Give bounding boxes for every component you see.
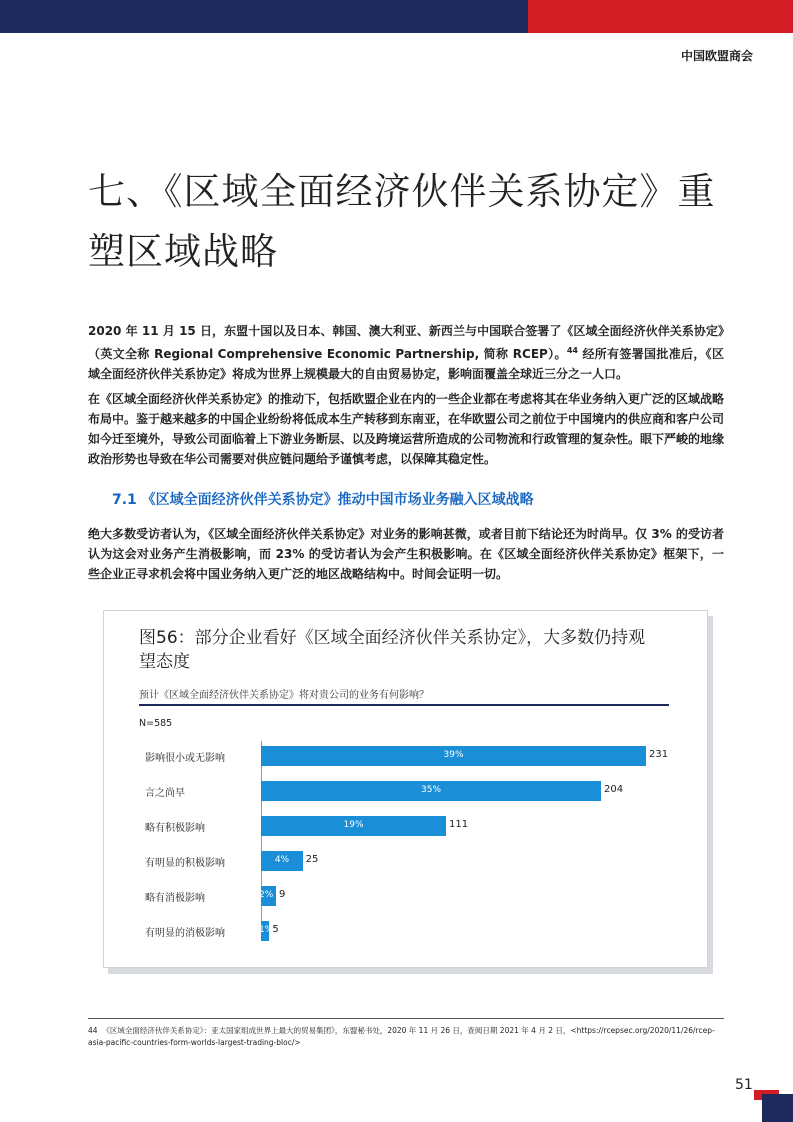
chart-value-label: 111 <box>449 819 469 830</box>
chart-percent-label: 1% <box>259 925 274 935</box>
chart-figure-56 <box>103 610 708 968</box>
header-band-navy <box>0 0 528 33</box>
footnote-number: 44 <box>88 1026 98 1035</box>
chart-value-label: 9 <box>279 889 286 900</box>
paragraph-rcep-signing-text: 2020 年 11 月 15 日，东盟十国以及日本、韩国、澳大利亚、新西兰与中国联合签署了《区域全面经济伙伴关系协定》（英文全称 Regional Comprehensive Economic Partnership, 简称 RCEP）。 <box>88 324 724 361</box>
section-title: 七、《区域全面经济伙伴关系协定》重塑区域战略 <box>88 170 716 273</box>
chart-category-label: 略有消极影响 <box>145 893 205 904</box>
chart-percent-label: 2% <box>259 890 274 900</box>
chart-percent-label: 19% <box>343 820 364 830</box>
chart-value-label: 231 <box>649 749 669 760</box>
subsection-heading: 7.1 《区域全面经济伙伴关系协定》推动中国市场业务融入区域战略 <box>112 492 534 508</box>
chart-value-label: 5 <box>272 924 279 935</box>
paragraph-rcep-signing-tail: 经所有签署国批准后，《区域全面经济伙伴关系协定》将成为世界上规模最大的自由贸易协定，影响面覆盖全球近三分之一人口。 <box>88 347 724 381</box>
organization-name: 中国欧盟商会 <box>680 49 753 63</box>
chart-value-label: 204 <box>604 784 624 795</box>
chart-question: 预计《区域全面经济伙伴关系协定》将对贵公司的业务有何影响？ <box>139 690 429 701</box>
chart-category-label: 略有积极影响 <box>145 823 205 834</box>
chart-category-label: 有明显的消极影响 <box>145 928 225 939</box>
chart-percent-label: 39% <box>443 750 464 760</box>
paragraph-regional-strategy: 在《区域全面经济伙伴关系协定》的推动下，包括欧盟企业在内的一些企业都在考虑将其在华业务纳入更广泛的区域战略布局中。鉴于越来越多的中国企业纷纷将低成本生产转移到东南亚，在华欧盟公司之前位于中国境内的供应商和客户公司如今迁至境外，导致公司面临着上下游业务断层、以及跨境运营所造成的公司物流和行政管理的复杂性。眼下严峻的地缘政治形势也导致在华公司需要对供应链问题给予谨慎考虑，以保障其稳定性。 <box>88 392 725 466</box>
paragraph-rcep-signing <box>88 321 724 384</box>
chart-percent-label: 35% <box>421 785 442 795</box>
footnote-text: 《区域全面经济伙伴关系协定》：亚太国家组成世界上最大的贸易集团》，东盟秘书处，2020 年 11 月 26 日，查阅日期 2021 年 4 月 2 日，<https://rcepsec.org/2020/11/26/rcep-asia-pacific-countries-form-worlds-largest-trading-bloc/> <box>88 1026 715 1047</box>
chart-divider <box>139 704 669 706</box>
chart-category-label: 言之尚早 <box>145 788 185 799</box>
chart-percent-label: 4% <box>274 855 290 865</box>
chart-title: 图56：部分企业看好《区域全面经济伙伴关系协定》，大多数仍持观望态度 <box>139 628 646 672</box>
footnote <box>88 1025 728 1049</box>
page-number: 51 <box>735 1077 753 1093</box>
footer-corner-navy <box>762 1094 793 1122</box>
chart-axis-line <box>261 741 262 941</box>
header-band-red <box>528 0 793 33</box>
chart-category-label: 有明显的积极影响 <box>145 858 225 869</box>
chart-category-label: 影响很小或无影响 <box>145 753 225 764</box>
chart-sample-size: N=585 <box>139 718 173 729</box>
paragraph-survey-findings: 绝大多数受访者认为，《区域全面经济伙伴关系协定》对业务的影响甚微，或者目前下结论还为时尚早。仅 3% 的受访者认为这会对业务产生消极影响，而 23% 的受访者认为会产生积极影响。在《区域全面经济伙伴关系协定》框架下，一些企业正寻求机会将中国业务纳入更广泛的地区战略结构中。时间会证明一切。 <box>88 527 724 581</box>
footnote-divider <box>88 1018 724 1019</box>
footnote-reference[interactable]: 44 <box>566 346 578 355</box>
chart-value-label: 25 <box>305 854 319 865</box>
